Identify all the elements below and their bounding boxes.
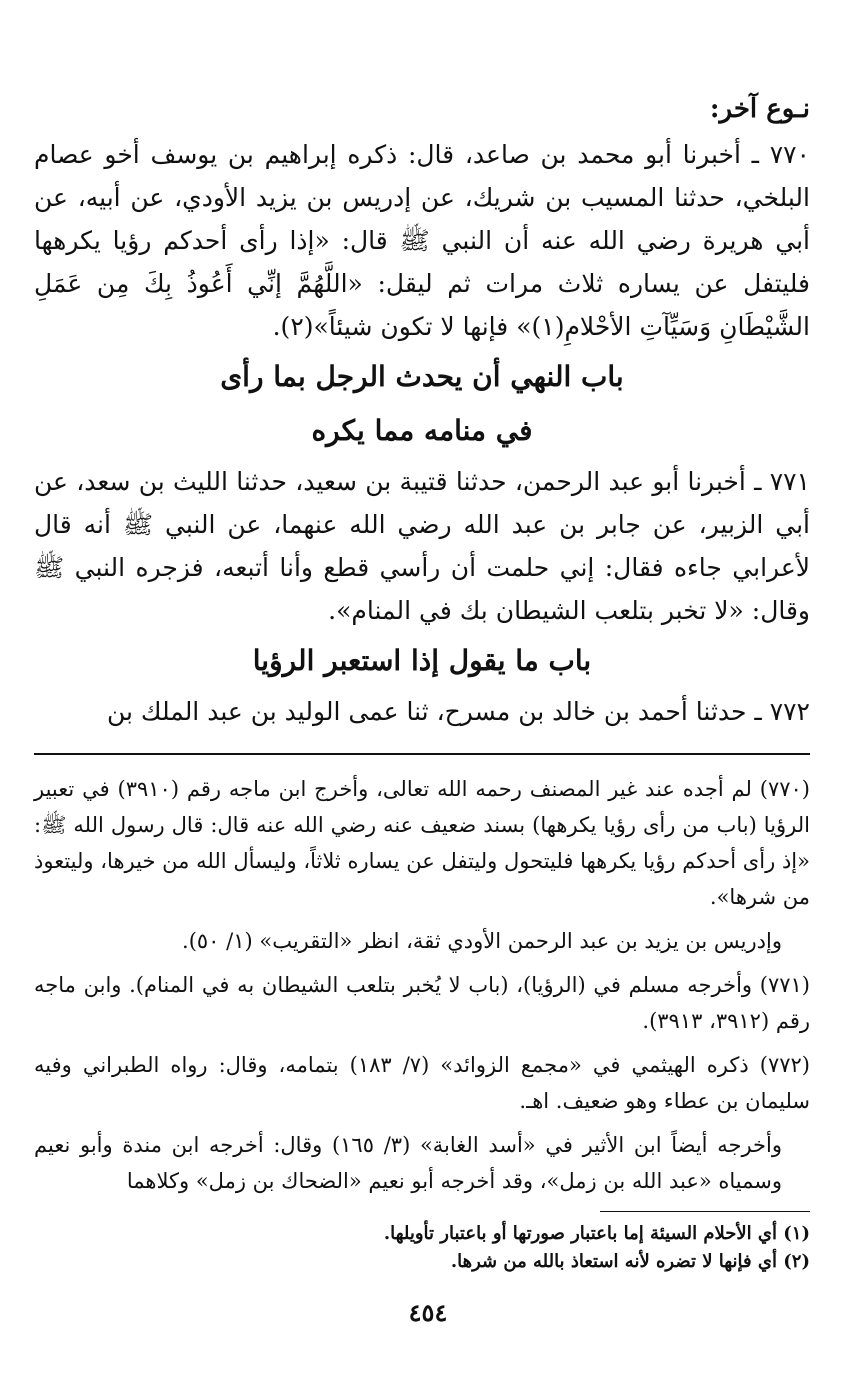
main-divider	[34, 753, 810, 755]
commentary-notes	[34, 771, 810, 1199]
footnote-2: (٢) أي فإنها لا تضره لأنه استعاذ بالله من شرها.	[450, 1251, 810, 1272]
note-772: (٧٧٢) ذكره الهيثمي في «مجمع الزوائد» (٧/ ١٨٣) بتمامه، وقال: رواه الطبراني وفيه سليمان بن عطاء وهو ضعيف. اهـ.	[34, 1053, 810, 1113]
section-label: نـوع آخر:	[709, 94, 810, 124]
hadith-772: ٧٧٢ ـ حدثنا أحمد بن خالد بن مسرح، ثنا عمى الوليد بن عبد الملك بن	[106, 697, 810, 726]
footnote-1: (١) أي الأحلام السيئة إما باعتبار صورتها أو باعتبار تأويلها.	[383, 1223, 810, 1244]
page-number: ٤٥٤	[408, 1298, 448, 1327]
hadith-771: ٧٧١ ـ أخبرنا أبو عبد الرحمن، حدثنا قتيبة بن سعيد، حدثنا الليث بن سعد، عن أبي الزبير، عن جابر بن عبد الله رضي الله عنهما، عن النبي ﷺ أنه قال لأعرابي جاءه فقال: إني حلمت أن رأسي قطع وأنا أتبعه، فزجره النبي ﷺ وقال: «لا تخبر بتلعب الشيطان بك في المنام».	[34, 467, 810, 625]
chapter-heading-1-line-1: باب النهي أن يحدث الرجل بما رأى	[220, 360, 624, 393]
main-text	[34, 88, 810, 733]
note-772-continued: وأخرجه أيضاً ابن الأثير في «أسد الغابة» (٣/ ١٦٥) وقال: أخرجه ابن مندة وأبو نعيم وسمياه «عبد الله بن زمل»، وقد أخرجه أبو نعيم «الضحاك بن زمل» وكلاهما	[34, 1133, 782, 1193]
footnotes	[34, 1220, 810, 1276]
chapter-heading-1-line-2: في منامه مما يكره	[311, 414, 533, 447]
note-771: (٧٧١) وأخرجه مسلم في (الرؤيا)، (باب لا يُخبر بتلعب الشيطان به في المنام). وابن ماجه رقم (٣٩١٢، ٣٩١٣).	[34, 973, 810, 1033]
note-770-continued: وإدريس بن يزيد بن عبد الرحمن الأودي ثقة، انظر «التقريب» (١/ ٥٠).	[182, 929, 782, 953]
note-770: (٧٧٠) لم أجده عند غير المصنف رحمه الله تعالى، وأخرج ابن ماجه رقم (٣٩١٠) في تعبير الرؤيا (باب من رأى رؤيا يكرهها) بسند ضعيف عنه رضي الله عنه قال: قال رسول الله ﷺ: «إذ رأى أحدكم رؤيا يكرهها فليتحول وليتفل عن يساره ثلاثاً، وليسأل الله من خيرها، وليتعوذ من شرها».	[34, 777, 810, 909]
footnote-divider	[600, 1211, 810, 1212]
chapter-heading-2: باب ما يقول إذا استعبر الرؤيا	[252, 644, 592, 677]
hadith-770: ٧٧٠ ـ أخبرنا أبو محمد بن صاعد، قال: ذكره إبراهيم بن يوسف أخو عصام البلخي، حدثنا المسيب بن شريك، عن إدريس بن يزيد الأودي، عن أبيه، عن أبي هريرة رضي الله عنه أن النبي ﷺ قال: «إذا رأى أحدكم رؤيا يكرهها فليتفل عن يساره ثلاث مرات ثم ليقل: «اللَّهُمَّ إنِّي أَعُوذُ بِكَ مِن عَمَلِ الشَّيْطَانِ وَسَيِّآتِ الأحْلامِ(١)» فإنها لا تكون شيئاً»(٢).	[34, 140, 810, 341]
